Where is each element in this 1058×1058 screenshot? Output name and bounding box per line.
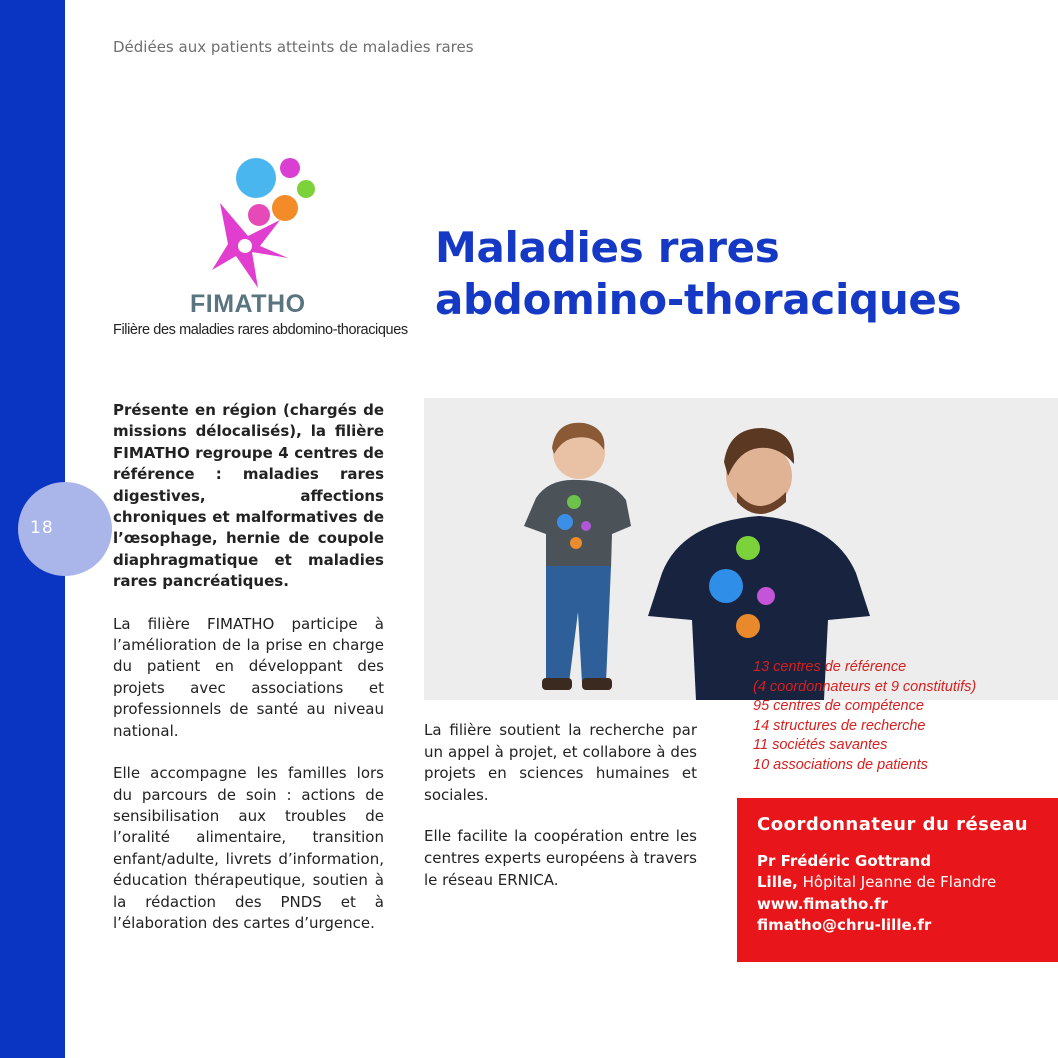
website-link[interactable]: www.fimatho.fr xyxy=(757,894,888,913)
logo-star-center xyxy=(238,239,252,253)
page-number: 18 xyxy=(30,518,54,538)
coordinator-name: Pr Frédéric Gottrand xyxy=(757,852,931,870)
coordinator-hospital: Hôpital Jeanne de Flandre xyxy=(797,873,997,892)
stat-item: 11 sociétés savantes xyxy=(753,737,888,754)
middle-column xyxy=(424,720,697,911)
logo-blue-circle xyxy=(236,158,276,198)
logo-orange-circle xyxy=(272,195,298,221)
father-son-photo xyxy=(424,398,1058,700)
coordinator-box xyxy=(737,798,1058,962)
stat-item: (4 coordonnateurs et 9 constitutifs) xyxy=(753,678,977,695)
left-column xyxy=(113,400,384,955)
running-head: Dédiées aux patients atteints de maladies rares xyxy=(113,38,474,56)
page-title xyxy=(435,222,1035,326)
stat-item: 95 centres de compétence xyxy=(753,698,924,715)
stat-item: 14 structures de recherche xyxy=(753,717,926,734)
logo-name: FIMATHO xyxy=(190,290,306,318)
title-line-1: Maladies rares xyxy=(435,223,780,272)
stat-item: 10 associations de patients xyxy=(753,756,928,773)
paragraph-cooperation: Elle facilite la coopération entre les centres experts européens à travers le réseau ERNICA. xyxy=(424,827,697,889)
stats-list xyxy=(753,658,1053,776)
coordinator-heading: Coordonnateur du réseau xyxy=(757,814,1029,835)
paragraph-participation: La filière FIMATHO participe à l’amélioration de la prise en charge du patient en développant des projets avec associations et professionnels de santé au niveau national. xyxy=(113,614,384,740)
title-line-2: abdomino-thoraciques xyxy=(435,275,962,324)
logo-magenta-circle xyxy=(280,158,300,178)
email-link[interactable]: fimatho@chru-lille.fr xyxy=(757,916,932,935)
logo-tagline: Filière des maladies rares abdomino-thoraciques xyxy=(113,322,408,338)
coordinator-city: Lille, xyxy=(757,873,798,892)
logo-green-circle xyxy=(297,180,315,198)
paragraph-accompaniment: Elle accompagne les familles lors du parcours de soin : actions de sensibilisation aux troubles de l’oralité alimentaire, transition enfant/adulte, livrets d’information, éducation thérapeutique, soutien à la rédaction des PNDS et à l’élaboration des cartes d’urgence. xyxy=(113,764,384,932)
intro-paragraph: Présente en région (chargés de missions délocalisés), la filière FIMATHO regroupe 4 centres de référence : maladies rares digestives, affections chroniques et malformatives de l’œsophage, hernie de coupole diaphragmatique et maladies rares pancréatiques. xyxy=(113,401,384,591)
paragraph-research: La filière soutient la recherche par un appel à projet, et collabore à des projets en sciences humaines et sociales. xyxy=(424,721,697,804)
logo-pink-circle xyxy=(248,204,270,226)
stat-item: 13 centres de référence xyxy=(753,659,907,675)
